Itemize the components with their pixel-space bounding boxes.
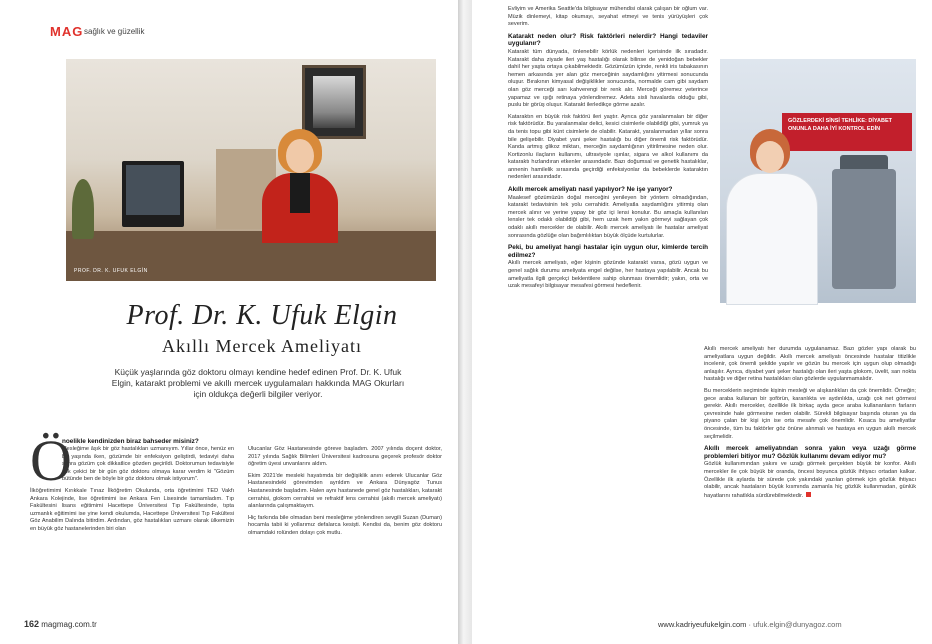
footer-separator: · xyxy=(748,620,751,629)
mag-logo: MAG xyxy=(50,24,84,39)
paragraph: Akıllı mercek ameliyatı her durumda uygulanamaz. Bazı gözler yapı olarak bu ameliyatlara uygun değildir. Akıllı mercek ameliyatı öncesinde hastalar titizlikle incelenir, çok önemli şekilde yapılır ve gözün bu mercek için uygun olup olmadığı anlaşılır. Ayrıca, diyabet yani şeker hastalığı olan ileri yaşta glokom, üvelit, sarı nokta hastalığı ve diğer retina hastalıkları olan gözlerde uygulanmamalıdır. xyxy=(704,346,916,383)
paragraph xyxy=(704,461,916,500)
article-intro: Küçük yaşlarında göz doktoru olmayı kendine hedef edinen Prof. Dr. K. Ufuk Elgin, katarakt problemi ve akıllı mercek uygulamaları hakkında MAG Okurları için oldukça değerli bilgiler veriyor. xyxy=(111,367,405,399)
paragraph: Kataraktın en büyük risk faktörü ileri yaştır. Ayrıca göz yaralanmaları bir diğer risk faktörüdür. Bu yaralanmalar delici, kesici cisimlerle olabildiği gibi, yumruk ya da tenis topu gibi künt cisimlerle de olabilir. Katarakt, yaralanmadan yıllar sonra bile gelişebilir. Diyabet yani şeker hastalığı bu diğer önemli risk faktörüdür. Kanda artmış glikoz miktarı, merceğin saydamlığının yitirilmesine neden olur. Kortizonlu ilaçların kullanımı, ultraviyole ışınlar, sigara ve alkol kullanımı da kataraktı hızlandıran etkenler arasındadır. Bazı doğumsal ve genetik hastalıklar, annenin hamilelik sırasında geçirdiği enfeksiyonlar da bebeklerde kataraktın nedenleri arasındadır. xyxy=(508,113,708,181)
paragraph-text: Gözlük kullanımından yakını ve uzağı görmek gerçekten büyük bir konfor. Akıllı mercekler ile çok büyük bir oranda, öncesi boyunca gözlük ihtiyacı ortadan kalkar. Özellikle ilk aylarda bir sürede çok yakındaki yazıları görmek için gözlük ihtiyacı olabilir, ancak hastaların büyük kısmında zamanla hiç gözlük kullanmadan, günlük hayatlarını rahatlıkla sürdürebilmektedir. xyxy=(704,461,916,499)
drop-cap: Ö xyxy=(30,428,72,493)
publication-url: magmag.com.tr xyxy=(41,620,97,629)
question-heading: Akıllı mercek ameliyatından sonra yakın veya uzağı görme problemleri bitiyor mu? Gözlük kullanımı devam ediyor mu? xyxy=(704,445,916,460)
page-gutter xyxy=(458,0,472,644)
paragraph: Ulucanlar Göz Hastanesinde göreve başladım. 2007 yılında doçent doktor, 2017 yılında Sağlık Bilimleri Üniversitesi kadrosuna geçerek profesör doktor öğretim üyesi unvanlarını aldım. xyxy=(248,446,442,468)
doctor-office-photo xyxy=(66,59,436,281)
paragraph: Ekim 2021'de mesleki hayatımda bir değişiklik anını ederek Ulucanlar Göz Hastanesindeki görevimden ayrıldım ve Ankara Dünyagöz Tunus Hastanesinde başladım. Halen aynı hastanede genel göz hastalıkları, katarakt cerrahisi, glokom cerrahisi ve refraktif lens cerrahisi (akıllı mercek ameliyatı) alanlarında çalışmaktayım. xyxy=(248,472,442,510)
question-heading: Akıllı mercek ameliyatı nasıl yapılıyor? Ne işe yarıyor? xyxy=(508,186,673,194)
paragraph: Katarakt tüm dünyada, önlenebilir körlük nedenleri içerisinde ilk sıradadır. Katarakt daha ziyade ileri yaş hastalığı olarak bilinse de yenidoğan bebekler dahil her yaşta ortaya çıkabilmektedir. Gözümüzün içinde, renkli iris tabakasının hemen arkasında yer alan göz merceğinin saydamlığını yitirmesi sonucunda oluşur. Bırakının kimyasal değişiklikler sonucunda, normalde cam gibi saydam olan göz merceği sarı kahverengi bir renk alır. Merceği göremez yeterince yapamaz ve ışığı retinaya yönlendiremez. Adeta sisli havalarda olduğu gibi, puslu bir görüş oluşur. Katarakt ilerledikçe görme azalır. xyxy=(508,48,708,109)
left-page xyxy=(0,0,458,644)
paragraph: Hiç farkında bile olmadan beni mesleğime yönlendiren sevgili Suzan (Duman) hocamla tabii ki yollarımız defalarca kesişti. Kendisi da, benim göz doktoru olmamdaki rolünden dolayı çok mutlu. xyxy=(248,514,442,536)
paragraph: Maalesef gözümüzün doğal merceğini yenileyen bir yöntem olmadığından, katarakt tedavisinin tek yolu cerrahidir. Ameliyatla saydamlığını yitirmiş olan mercek alınır ve yerine yapay bir göz içi lensi konulur. Bu amaçla kullanılan lensler tek odaklı olabildiği gibi, hem uzak hem yakın görmeyi sağlayan çok odaklı akıllı mercekler de olabilir. Akıllı mercek ameliyatı ile hastalar ameliyat sonrasında gözlüğe olan bağımlılıktan büyük ölçüde kurtulurlar. xyxy=(508,194,708,239)
question-heading: Katarakt neden olur? Risk faktörleri nelerdir? Hangi tedaviler uygulanır? xyxy=(508,32,708,48)
paragraph: Mesleğime âşık bir göz hastalıkları uzmanıyım. Yıllar önce, henüz en bir yaşında iken, gözümde bir enfeksiyon geliştirdi, tedaviyi daha sonra gözüm çok dikkatlice gözden geçirildi. Doktorumun tedavisiyle çok çekici bir bir gün göz doktoru olmaya karar verdim ki "Gözüm bütünde ben de böyle bir göz doktoru olmak istiyorum". xyxy=(62,446,234,483)
left-column-2 xyxy=(248,446,442,542)
right-column-2 xyxy=(704,346,916,504)
page-footer-left xyxy=(24,619,97,629)
plant xyxy=(72,179,94,239)
section-label: sağlık ve güzellik xyxy=(84,27,145,36)
paragraph: Evliyim ve Amerika Seattle'da bilgisayar mühendisi olarak çalışan bir oğlum var. Müzik dinlemeyi, kitap okumayı, seyahat etmeyi ve tenis yürüyüşleri çok severim. xyxy=(508,6,708,28)
right-page xyxy=(472,0,932,644)
paragraph: Akıllı mercek ameliyatı, eğer kişinin gözünde katarakt varsa, gözü uygun ve genel sağlık durumu ameliyata engel değilse, her hastaya yapılabilir. Ancak bu ameliyatla ilgili gerçekçi beklentilere sahip olunması önemlidir; yakın, orta ve uzak mesafeyi bilgisayar mesafesi görmesi hedeflenir. xyxy=(508,260,708,290)
doctor-figure xyxy=(262,129,338,239)
wall-portrait xyxy=(302,65,366,139)
email-link[interactable]: ufuk.elgin@dunyagoz.com xyxy=(753,620,842,629)
article-title: Prof. Dr. K. Ufuk Elgin xyxy=(126,300,398,331)
clinic-banner: GÖZLERDEKİ SİNSİ TEHLİKE: DİYABET ONUNLA DAHA İYİ KONTROL EDİN xyxy=(782,113,912,151)
photo-credit: PROF. DR. K. UFUK ELGİN xyxy=(74,268,148,274)
website-link[interactable]: www.kadriyeufukelgin.com xyxy=(658,620,747,629)
article-subtitle: Akıllı Mercek Ameliyatı xyxy=(162,336,362,356)
page-number: 162 xyxy=(24,619,40,629)
question-heading: Peki, bu ameliyat hangi hastalar için uygun olur, kimlerde tercih edilmez? xyxy=(508,244,708,259)
computer-monitor xyxy=(122,161,184,227)
clinic-photo xyxy=(720,59,916,303)
paragraph: Bu merceklerin seçiminde kişinin mesleği ve alışkanlıkları da çok önemlidir. Örneğin; gece araba kullanan bir şoförün, karanlıkta ve aydınlıkta, uzağı çok net görmesi gerekir. Akıllı mercekler, özellikle ilk birkaç ayda gece araba kullananların farların çevresinde hale görmesine neden olabilir. Sürekli bilgisayar başında oturan ya da piyano çalan bir kişi için ise orta mesafe çok önemlidir. Kısaca bu ameliyatlar öncesinde, tüm bu faktörler göz önüne alınmalı ve hastaya en uygun akıllı mercek seçilmelidir. xyxy=(704,387,916,440)
paragraph: İlköğretimimi Kırıkkale Tınaz İlköğretim Okulunda, orta öğretimimi TED Vakfı Ankara Kolejinde, lise öğretimimi ise Ankara Fen Lisesinde tamamladım. Tıp Fakültesini lisans eğitimimi Hacettepe Üniversitesi Tıp Fakültesinde, tıpta uzmanlık eğitimimi ise yine kendi okulumda, Hacettepe Üniversitesi Tıp Fakültesi Göz Anabilim Dalında bitirdim. Ardından, göz hastalıkları uzmanı olarak ülkemizin en büyük göz hastanelerinden biri olan xyxy=(30,487,234,532)
page-footer-right xyxy=(658,620,842,629)
right-column-1 xyxy=(508,6,708,295)
question-heading: noelikle kendinizden biraz bahseder misiniz? xyxy=(62,438,199,445)
eye-exam-device xyxy=(832,169,896,289)
end-mark-icon xyxy=(806,492,811,497)
doctor-in-white-coat xyxy=(726,129,816,303)
left-column-1 xyxy=(30,438,234,538)
